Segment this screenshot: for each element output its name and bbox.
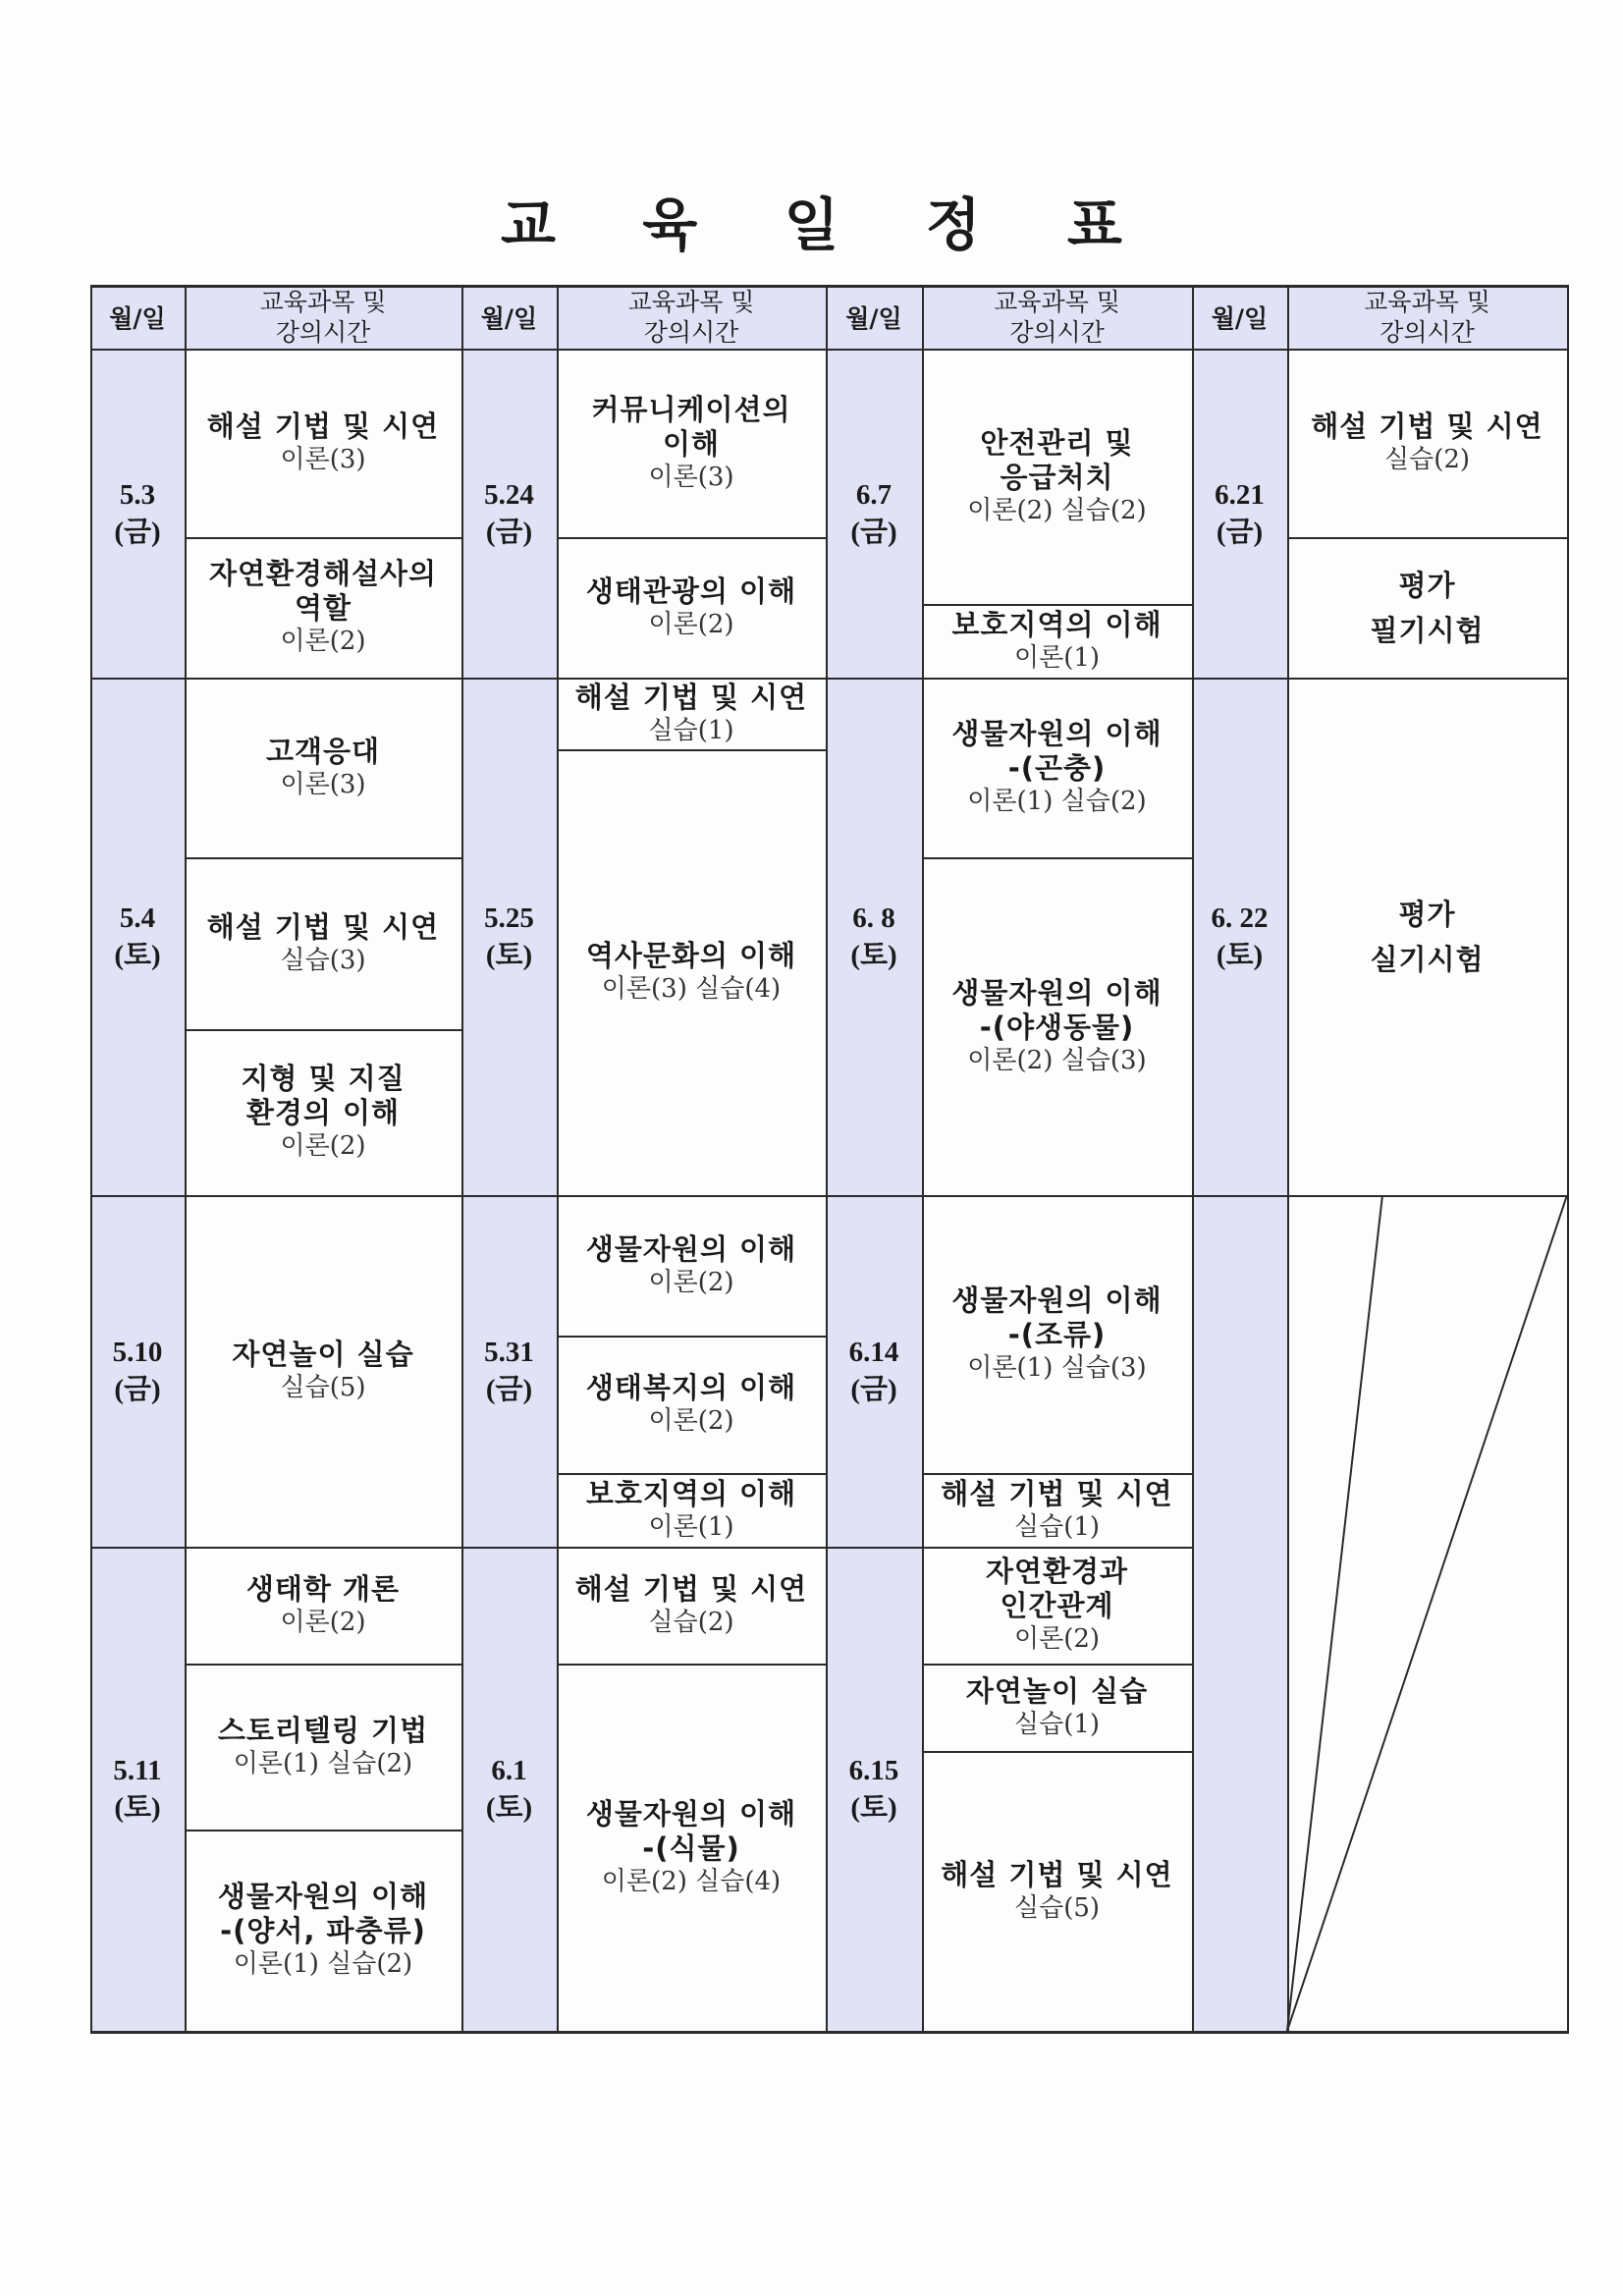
session-divider: [185, 1664, 461, 1666]
date-cell: [90, 349, 185, 678]
session-title: 해설 기법 및 시연: [574, 1571, 808, 1606]
session-title: 자연놀이 실습: [232, 1338, 414, 1371]
session-cell: [1287, 537, 1567, 678]
date-cell: [826, 678, 922, 1195]
session-title: 생물자원의 이해: [585, 1231, 797, 1266]
session-hours: 이론(2): [1013, 1624, 1101, 1654]
session-hours: 이론(2) 실습(4): [601, 1866, 782, 1896]
session-cell: [557, 1195, 826, 1336]
session-hours: 이론(3): [280, 445, 366, 474]
session-hours: 이론(1) 실습(2): [967, 787, 1147, 816]
empty-slot-diagonal: [1192, 1195, 1567, 2031]
session-cell: [922, 1195, 1192, 1473]
column-rule: [826, 285, 828, 2033]
header-day-label: 월/일: [845, 303, 902, 333]
session-title: 지형 및 지질 환경의 이해: [241, 1062, 406, 1129]
date-label: 6.1: [491, 1754, 527, 1786]
session-title: 생물자원의 이해 -(식물): [585, 1796, 797, 1865]
session-cell: [557, 1547, 826, 1664]
header-course-label: 교육과목 및 강의시간: [994, 287, 1120, 347]
session-hours: 실습(3): [280, 945, 366, 975]
session-hours: 실습(2): [648, 1607, 734, 1637]
session-divider: [557, 749, 826, 751]
date-label: 6.7: [855, 478, 893, 511]
session-hours: 이론(1) 실습(2): [233, 1949, 413, 1979]
date-label: 5.3: [119, 478, 156, 511]
session-title: 생태관광의 이해: [585, 574, 797, 608]
day-divider: [1192, 678, 1567, 680]
session-cell: [185, 857, 461, 1029]
session-hours: 이론(2): [280, 627, 366, 656]
header-bottom-border: [90, 349, 1567, 351]
session-cell: [557, 1473, 826, 1547]
session-divider: [922, 1473, 1192, 1475]
day-divider: [461, 678, 826, 680]
session-hours: 이론(3): [280, 769, 366, 799]
session-hours: 실습(5): [1013, 1892, 1101, 1923]
session-cell: [922, 349, 1192, 604]
column-rule: [1567, 285, 1569, 2033]
session-cell: [185, 1830, 461, 2031]
session-title: 자연환경해설사의 역할: [208, 557, 438, 625]
session-title: 스토리텔링 기법: [217, 1713, 429, 1747]
weekday-label: (토): [850, 939, 897, 971]
session-cell: [185, 1664, 461, 1830]
session-hours: 이론(3): [648, 462, 734, 492]
session-hours: 이론(2) 실습(2): [967, 495, 1147, 525]
session-cell: [557, 1336, 826, 1473]
session-cell: [557, 349, 826, 537]
date-cell: [461, 1195, 557, 1547]
weekday-label: (금): [1216, 516, 1264, 548]
session-cell: [185, 537, 461, 678]
session-cell: [557, 537, 826, 678]
session-title: 해설 기법 및 시연: [941, 1857, 1173, 1891]
session-cell: [185, 1547, 461, 1664]
session-title: 생태복지의 이해: [585, 1371, 797, 1404]
session-cell: [922, 604, 1192, 678]
session-title: 생물자원의 이해 -(조류): [951, 1284, 1163, 1351]
weekday-label: (금): [850, 516, 897, 548]
session-title: 해설 기법 및 시연: [941, 1476, 1173, 1510]
table-top-border: [90, 285, 1569, 288]
session-hours: 이론(2) 실습(3): [967, 1045, 1147, 1075]
header-course-label: 교육과목 및 강의시간: [259, 287, 387, 347]
column-rule: [185, 285, 187, 2033]
session-title: 보호지역의 이해: [951, 607, 1163, 641]
session-cell: [922, 1547, 1192, 1664]
session-divider: [922, 857, 1192, 859]
date-cell: [826, 1195, 922, 1547]
session-title: 자연놀이 실습: [965, 1673, 1149, 1708]
weekday-label: (금): [114, 1374, 161, 1405]
session-divider: [185, 1029, 461, 1031]
page-title: 교 육 일 정 표: [501, 191, 1156, 258]
session-divider: [557, 1473, 826, 1475]
session-title: 생물자원의 이해 -(야생동물): [951, 975, 1163, 1044]
session-hours: 이론(2): [648, 1406, 734, 1436]
day-divider: [461, 1547, 826, 1549]
header-course-label: 교육과목 및 강의시간: [1364, 287, 1490, 347]
session-hours: 이론(2): [280, 1131, 366, 1161]
session-cell: [922, 1473, 1192, 1547]
session-divider: [922, 1751, 1192, 1753]
weekday-label: (토): [114, 939, 161, 971]
session-cell: [557, 749, 826, 1195]
weekday-label: (토): [114, 1791, 161, 1824]
session-title: 역사문화의 이해: [585, 939, 797, 972]
weekday-label: (금): [114, 516, 161, 548]
date-label: 5.24: [484, 478, 534, 511]
session-title: 커뮤니케이션의 이해: [591, 392, 791, 461]
date-label: 5.4: [119, 902, 156, 934]
date-label: 5.31: [484, 1337, 534, 1368]
diagonal-stroke: [1287, 1195, 1382, 2031]
session-divider: [185, 537, 461, 539]
session-title: 평가 실기시험: [1370, 897, 1485, 976]
session-title: 생물자원의 이해 -(곤충): [951, 717, 1163, 785]
weekday-label: (토): [1216, 939, 1264, 971]
date-cell: [1192, 349, 1287, 678]
session-divider: [185, 857, 461, 859]
column-rule: [90, 285, 92, 2033]
session-hours: 이론(1): [1013, 642, 1101, 673]
day-divider: [90, 1547, 461, 1549]
session-divider: [557, 1336, 826, 1338]
day-divider: [826, 1195, 1192, 1197]
day-divider: [826, 678, 1192, 680]
day-divider: [90, 678, 461, 680]
session-cell: [557, 678, 826, 749]
header-course-label: 교육과목 및 강의시간: [627, 287, 755, 347]
session-cell: [185, 349, 461, 537]
weekday-label: (금): [485, 516, 533, 548]
session-hours: 이론(1) 실습(2): [233, 1748, 413, 1778]
date-label: 5.25: [484, 902, 534, 934]
column-rule: [922, 285, 924, 2033]
session-divider: [557, 1664, 826, 1666]
weekday-label: (토): [485, 1791, 533, 1824]
session-cell: [922, 1664, 1192, 1751]
session-title: 해설 기법 및 시연: [206, 909, 440, 944]
date-cell: [90, 678, 185, 1195]
date-label: 6.15: [848, 1754, 899, 1786]
session-title: 생물자원의 이해 -(양서, 파충류): [217, 1880, 429, 1947]
session-cell: [1287, 349, 1567, 537]
date-label: 5.10: [112, 1337, 163, 1368]
day-divider: [461, 1195, 826, 1197]
session-title: 해설 기법 및 시연: [1311, 410, 1543, 443]
header-day-label: 월/일: [1211, 303, 1269, 333]
column-rule: [557, 285, 559, 2033]
day-divider: [90, 1195, 461, 1197]
session-divider: [1287, 537, 1567, 539]
table-bottom-border: [90, 2031, 1569, 2034]
date-label: 6.21: [1215, 478, 1265, 511]
session-cell: [185, 1195, 461, 1547]
session-hours: 이론(3) 실습(4): [601, 974, 782, 1004]
session-title: 안전관리 및 응급처치: [980, 425, 1134, 494]
session-title: 평가 필기시험: [1370, 568, 1485, 647]
diagonal-stroke: [1287, 1195, 1567, 2031]
day-divider: [826, 1547, 1192, 1549]
date-cell: [461, 678, 557, 1195]
session-hours: 이론(1): [648, 1511, 734, 1542]
session-divider: [922, 1664, 1192, 1666]
date-cell: [461, 1547, 557, 2031]
date-cell: [90, 1195, 185, 1547]
weekday-label: (금): [485, 1374, 533, 1405]
session-hours: 실습(1): [648, 715, 734, 745]
date-label: 5.11: [113, 1754, 162, 1786]
session-title: 보호지역의 이해: [585, 1476, 797, 1510]
column-rule: [461, 285, 463, 2033]
session-divider: [922, 604, 1192, 606]
session-title: 자연환경과 인간관계: [985, 1555, 1129, 1622]
session-hours: 실습(5): [280, 1373, 366, 1402]
session-cell: [922, 678, 1192, 857]
session-hours: 이론(2): [648, 1267, 734, 1297]
session-cell: [922, 857, 1192, 1195]
weekday-label: (토): [850, 1791, 897, 1824]
date-cell: [1192, 678, 1287, 1195]
session-cell: [1287, 678, 1567, 1195]
header-day-label: 월/일: [109, 303, 166, 333]
date-cell: [826, 1547, 922, 2031]
session-title: 해설 기법 및 시연: [574, 680, 808, 714]
date-cell: [90, 1547, 185, 2031]
weekday-label: (토): [485, 939, 533, 971]
date-label: 6. 8: [852, 902, 895, 934]
session-title: 생태학 개론: [245, 1571, 401, 1606]
session-cell: [922, 1751, 1192, 2031]
session-divider: [557, 537, 826, 539]
session-hours: 이론(1) 실습(3): [967, 1353, 1147, 1383]
session-title: 고객응대: [265, 734, 381, 768]
session-hours: 이론(2): [648, 609, 734, 639]
session-hours: 이론(2): [280, 1607, 366, 1637]
session-divider: [185, 1830, 461, 1831]
session-title: 해설 기법 및 시연: [206, 410, 440, 443]
session-cell: [557, 1664, 826, 2031]
header-day-label: 월/일: [480, 303, 538, 333]
session-hours: 실습(1): [1013, 1511, 1101, 1542]
date-cell: [826, 349, 922, 678]
session-cell: [185, 678, 461, 857]
session-cell: [185, 1029, 461, 1195]
session-hours: 실습(1): [1013, 1709, 1101, 1739]
date-label: 6.14: [848, 1337, 899, 1368]
date-label: 6. 22: [1211, 902, 1269, 934]
weekday-label: (금): [850, 1374, 897, 1405]
session-hours: 실습(2): [1383, 445, 1471, 474]
date-cell: [461, 349, 557, 678]
